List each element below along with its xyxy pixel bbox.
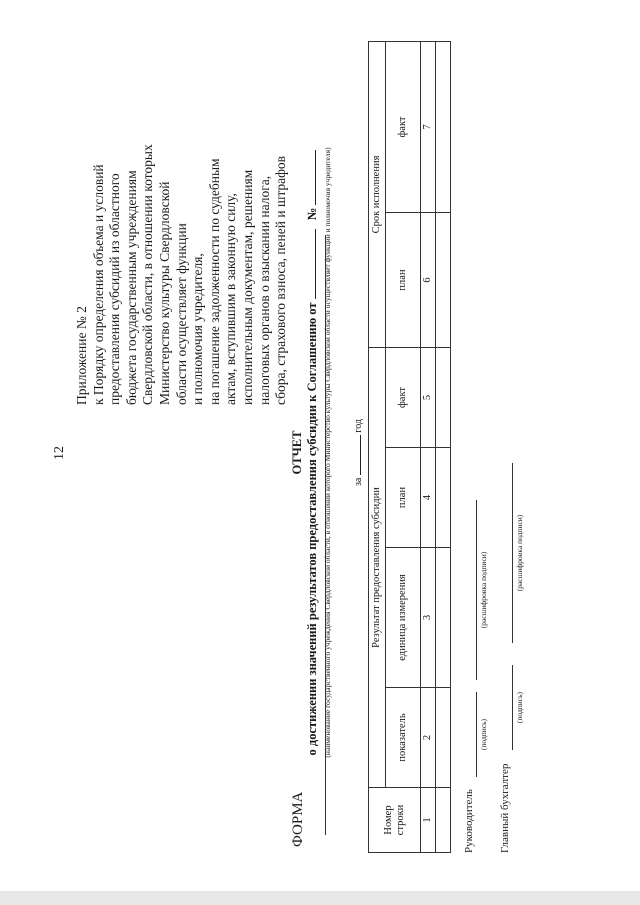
accountant-signature-line[interactable] [512,665,513,750]
subheader-fact: факт [386,348,421,448]
head-decoding-caption: (расшифровка подписи) [479,551,488,629]
head-signature-line[interactable] [476,692,477,777]
appendix-line: области осуществляет функции [173,223,189,405]
report-title: ОТЧЕТ [290,430,304,475]
appendix-line: к Порядку определения объема и условий [90,164,106,405]
accountant-signature-caption: (подпись) [515,691,524,724]
accountant-decoding-line[interactable] [512,463,513,643]
column-number: 7 [421,42,436,213]
data-cell[interactable] [436,213,451,348]
number-sign: № [305,207,319,221]
subheader-unit: единица измерения [386,548,421,688]
appendix-line: исполнительным документам, решениям [239,169,255,405]
appendix-line: Министерство культуры Свердловской [156,181,172,405]
appendix-line: Свердловской области, в отношении которых [140,144,156,405]
appendix-line: на погашение задолженности по судебным [206,158,222,405]
column-number: 6 [421,213,436,348]
period-prefix: за [353,477,364,487]
appendix-line: налоговых органов о взыскании налога, [256,175,272,405]
period-suffix: год [353,418,364,433]
data-cell[interactable] [436,42,451,213]
accountant-decoding-caption: (расшифровка подписи) [515,514,524,592]
year-blank[interactable] [349,435,361,475]
number-blank[interactable] [304,150,316,205]
data-cell[interactable] [436,788,451,853]
head-label: Руководитель [463,789,475,853]
column-number: 4 [421,448,436,548]
appendix-line: актам, вступившим в законную силу, [223,193,239,405]
column-number: 1 [421,788,436,853]
header-deadline: Срок исполнения [369,42,386,348]
date-blank[interactable] [304,229,316,299]
appendix-line: сбора, страхового взноса, пеней и штрафов [273,155,289,405]
appendix-line: предоставления субсидий из областного [107,173,123,405]
period-row [349,0,364,905]
header-row-number: Номер строки [369,788,421,853]
subheader-indicator: показатель [386,688,421,788]
subtitle-text: о достижении значений результатов предоставления субсидии к Соглашению от [305,302,319,756]
scan-edge [0,891,640,905]
accountant-label: Главный бухгалтер [499,763,511,853]
appendix-line: бюджета государственным учреждениям [123,170,139,405]
report-subtitle [304,0,320,905]
appendix-line: Приложение № 2 [74,306,89,405]
column-number: 3 [421,548,436,688]
header-result: Результат предоставления субсидии [369,348,386,788]
form-label: ФОРМА [290,791,306,847]
column-number: 2 [421,688,436,788]
data-cell[interactable] [436,448,451,548]
appendix-block [74,144,290,405]
page-number: 12 [52,446,67,460]
head-signature-caption: (подпись) [479,718,488,751]
subheader-plan: план [386,448,421,548]
subheader-deadline-fact: факт [386,42,421,213]
column-number: 5 [421,348,436,448]
org-caption: (наименование государственного учреждения Свердловской области, в отношении которого Министерство культуры Свердловской области осуществляет функции и полномочия учредителя) [323,147,332,758]
data-cell[interactable] [436,548,451,688]
data-cell[interactable] [436,688,451,788]
subheader-deadline-plan: план [386,213,421,348]
head-decoding-line[interactable] [476,500,477,680]
data-cell[interactable] [436,348,451,448]
results-table [368,41,451,853]
appendix-line: и полномочия учредителя, [190,253,206,405]
